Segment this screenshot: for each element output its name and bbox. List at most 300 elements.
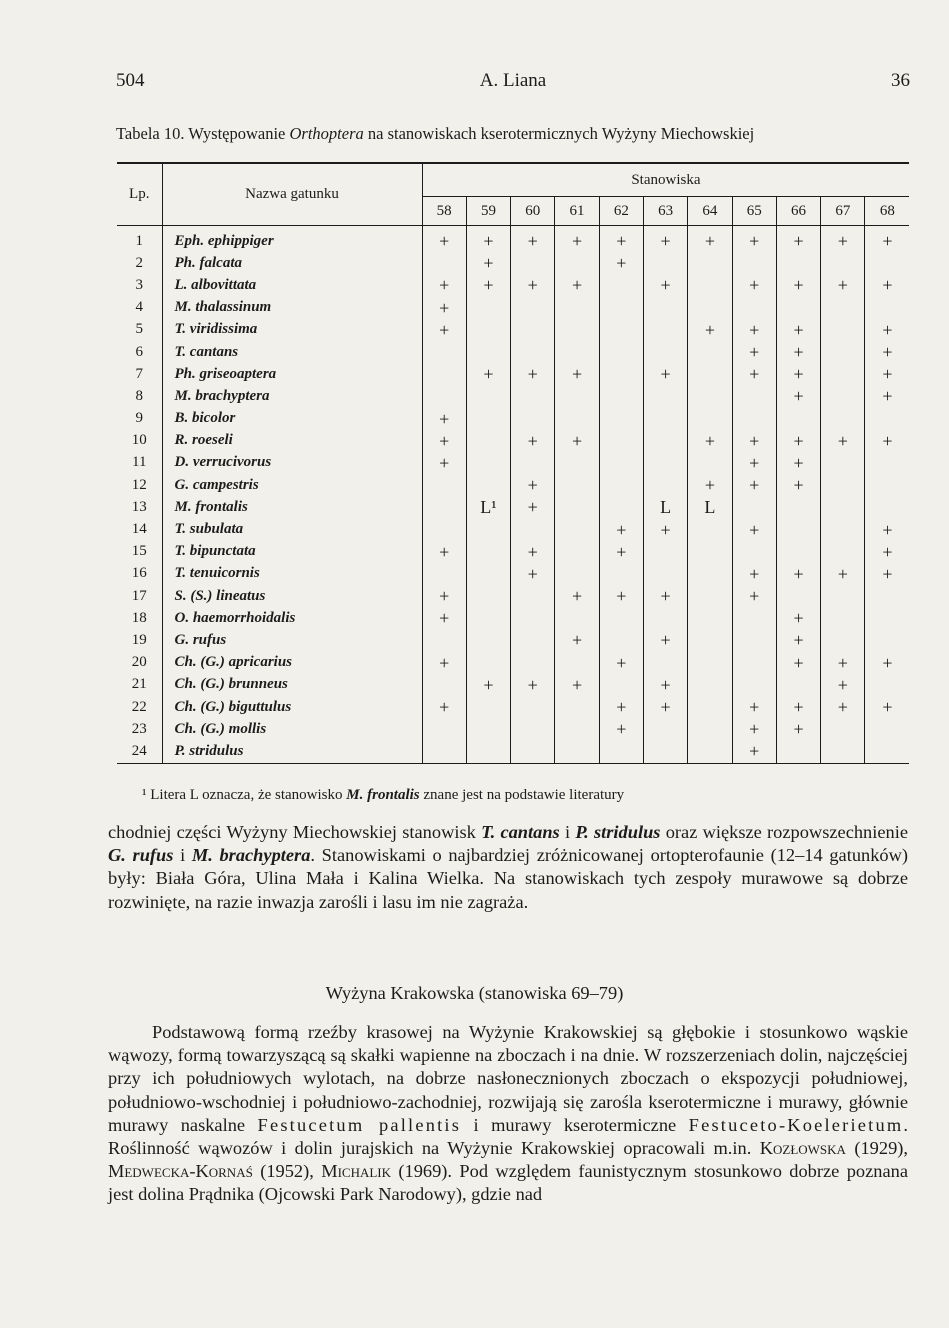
occurrence-cell <box>643 474 687 496</box>
species-name: R. roeseli <box>162 430 422 452</box>
row-number: 14 <box>117 518 162 540</box>
species-name: M. frontalis <box>162 496 422 518</box>
occurrence-cell: + <box>555 274 599 296</box>
occurrence-cell <box>776 252 820 274</box>
occurrence-cell: + <box>599 718 643 740</box>
col-header-lp: Lp. <box>117 163 162 226</box>
occurrence-cell <box>466 696 510 718</box>
row-number: 11 <box>117 452 162 474</box>
occurrence-cell <box>688 363 732 385</box>
occurrence-cell <box>776 585 820 607</box>
occurrence-cell: + <box>776 696 820 718</box>
occurrence-cell <box>466 541 510 563</box>
station-header: 59 <box>466 197 510 226</box>
occurrence-cell: + <box>511 674 555 696</box>
occurrence-cell <box>511 408 555 430</box>
occurrence-cell <box>643 430 687 452</box>
occurrence-cell: + <box>882 541 893 562</box>
table-label: Tabela 10. <box>116 124 185 143</box>
table-row <box>117 226 909 253</box>
occurrence-cell: + <box>732 274 776 296</box>
occurrence-cell <box>643 385 687 407</box>
occurrence-cell <box>555 341 599 363</box>
row-number: 13 <box>117 496 162 518</box>
occurrence-cell: + <box>776 474 820 496</box>
table-row <box>117 385 909 407</box>
table-row <box>117 696 909 718</box>
occurrence-cell: + <box>466 674 510 696</box>
occurrence-cell <box>511 718 555 740</box>
occurrence-cell <box>821 363 865 385</box>
row-number: 10 <box>117 430 162 452</box>
occurrence-cell <box>599 496 643 518</box>
cited-author: Kozłowska <box>759 1138 846 1159</box>
occurrence-cell: + <box>599 696 643 718</box>
occurrence-cell <box>776 496 820 518</box>
occurrence-cell: + <box>776 563 820 585</box>
occurrence-cell <box>732 629 776 651</box>
occurrence-cell: L¹ <box>466 496 510 518</box>
occurrence-cell <box>555 297 599 319</box>
occurrence-cell: + <box>688 226 732 253</box>
row-number: 8 <box>117 385 162 407</box>
col-header-stations: Stanowiska <box>422 163 909 197</box>
species-name: T. viridissima <box>162 319 422 341</box>
row-number: 2 <box>117 252 162 274</box>
occurrence-cell <box>466 319 510 341</box>
occurrence-cell: + <box>732 585 776 607</box>
occurrence-cell <box>555 607 599 629</box>
occurrence-cell: + <box>882 652 893 673</box>
occurrence-cell: + <box>599 252 643 274</box>
occurrence-cell: + <box>555 226 599 253</box>
occurrence-cell <box>511 518 555 540</box>
cited-author: Medwecka-Kornaś <box>108 1161 253 1182</box>
occurrence-cell <box>821 297 865 319</box>
species-name: T. cantans <box>162 341 422 363</box>
volume-number: 36 <box>891 70 910 91</box>
table-row <box>117 740 909 763</box>
occurrence-cell: L <box>688 496 732 518</box>
occurrence-cell: + <box>643 363 687 385</box>
occurrence-cell <box>599 385 643 407</box>
occurrence-cell: + <box>422 430 466 452</box>
table-row <box>117 652 909 674</box>
station-header: 62 <box>599 197 643 226</box>
occurrence-cell <box>643 341 687 363</box>
footnote-text-a: Litera L oznacza, że stanowisko <box>146 787 347 803</box>
occurrence-cell: + <box>882 364 893 385</box>
occurrence-cell: + <box>776 363 820 385</box>
row-number: 23 <box>117 718 162 740</box>
occurrence-cell <box>643 297 687 319</box>
occurrence-cell: + <box>688 319 732 341</box>
occurrence-cell: + <box>821 274 865 296</box>
occurrence-cell <box>466 518 510 540</box>
occurrence-cell: + <box>643 629 687 651</box>
taxon-name: T. cantans <box>481 822 560 842</box>
station-header: 60 <box>511 197 555 226</box>
occurrence-cell <box>422 740 466 763</box>
occurrence-cell: + <box>422 585 466 607</box>
species-name: T. subulata <box>162 518 422 540</box>
occurrence-cell: + <box>776 718 820 740</box>
occurrence-cell: + <box>732 474 776 496</box>
text-run: (1969). Pod względem faunistycznym stosunkowo dobrze poznana jest dolina Prądnika (Ojcowski Park Narodowy), gdzie nad <box>108 1161 908 1205</box>
occurrence-cell <box>511 629 555 651</box>
station-header: 67 <box>821 197 865 226</box>
occurrence-cell <box>732 408 776 430</box>
occurrence-cell <box>599 474 643 496</box>
occurrence-cell <box>865 607 909 629</box>
occurrence-cell: + <box>882 275 893 296</box>
occurrence-cell <box>511 252 555 274</box>
occurrence-cell: + <box>776 607 820 629</box>
station-header: 68 <box>865 197 909 226</box>
table-row <box>117 408 909 430</box>
occurrence-cell <box>555 518 599 540</box>
occurrence-cell: + <box>776 452 820 474</box>
occurrence-cell: + <box>821 674 865 696</box>
occurrence-cell <box>466 408 510 430</box>
occurrence-cell <box>776 408 820 430</box>
occurrence-cell <box>511 696 555 718</box>
caption-taxon: Orthoptera <box>289 124 364 143</box>
occurrence-cell <box>643 541 687 563</box>
occurrence-cell <box>555 252 599 274</box>
occurrence-cell: + <box>555 585 599 607</box>
occurrence-cell: + <box>821 430 865 452</box>
occurrence-cell <box>688 274 732 296</box>
row-number: 21 <box>117 674 162 696</box>
table-row <box>117 563 909 585</box>
table-row <box>117 541 909 563</box>
occurrence-cell <box>599 674 643 696</box>
occurrence-cell <box>688 541 732 563</box>
occurrence-cell <box>821 385 865 407</box>
row-number: 18 <box>117 607 162 629</box>
occurrence-cell <box>821 629 865 651</box>
table-row <box>117 363 909 385</box>
text-run: . Stanowiskami o najbardziej zróżnicowanej ortopterofaunie (12–14 gatunków) były: Biała Góra, Ulina Mała i Kalina Wielka. Na stanowiskach tych zespoły murawowe są dobrze rozwinięte, na razie inwazja zarośli i lasu im nie zagraża. <box>108 845 908 912</box>
occurrence-cell <box>688 718 732 740</box>
occurrence-cell <box>821 452 865 474</box>
table-row <box>117 252 909 274</box>
table-row <box>117 274 909 296</box>
occurrence-cell <box>821 607 865 629</box>
occurrence-cell: + <box>599 226 643 253</box>
footnote-taxon: M. frontalis <box>346 787 420 803</box>
occurrence-cell <box>599 274 643 296</box>
table-footnote <box>142 787 912 804</box>
occurrence-cell <box>422 674 466 696</box>
occurrence-cell: + <box>732 518 776 540</box>
species-name: O. haemorrhoidalis <box>162 607 422 629</box>
table-row <box>117 430 909 452</box>
occurrence-cell <box>555 496 599 518</box>
occurrence-cell <box>776 674 820 696</box>
row-number: 7 <box>117 363 162 385</box>
occurrence-cell <box>466 452 510 474</box>
occurrence-cell <box>688 585 732 607</box>
occurrence-cell <box>865 629 909 651</box>
table-row <box>117 452 909 474</box>
occurrence-cell <box>865 585 909 607</box>
occurrence-cell <box>643 607 687 629</box>
table-caption <box>116 124 916 144</box>
occurrence-cell: + <box>882 697 893 718</box>
occurrence-cell: + <box>732 363 776 385</box>
occurrence-cell <box>688 563 732 585</box>
occurrence-cell <box>821 740 865 763</box>
occurrence-cell: + <box>511 363 555 385</box>
row-number: 4 <box>117 297 162 319</box>
occurrence-cell <box>466 629 510 651</box>
occurrence-cell <box>821 474 865 496</box>
occurrence-cell <box>466 297 510 319</box>
occurrence-cell <box>865 674 909 696</box>
occurrence-cell <box>821 518 865 540</box>
occurrence-cell: + <box>643 226 687 253</box>
occurrence-cell: + <box>466 226 510 253</box>
occurrence-cell <box>865 297 909 319</box>
station-header: 64 <box>688 197 732 226</box>
occurrence-cell: + <box>555 674 599 696</box>
species-name: B. bicolor <box>162 408 422 430</box>
occurrence-cell <box>732 385 776 407</box>
occurrence-cell <box>599 430 643 452</box>
page-number: 504 <box>116 70 145 91</box>
occurrence-cell <box>732 252 776 274</box>
occurrence-cell: + <box>821 563 865 585</box>
occurrence-cell <box>422 252 466 274</box>
species-name: L. albovittata <box>162 274 422 296</box>
occurrence-cell <box>643 652 687 674</box>
occurrence-cell <box>422 563 466 585</box>
occurrence-cell <box>821 408 865 430</box>
taxon-name: P. stridulus <box>575 822 661 842</box>
occurrence-cell <box>466 607 510 629</box>
occurrence-cell <box>466 430 510 452</box>
occurrence-cell: + <box>643 274 687 296</box>
occurrence-cell <box>599 341 643 363</box>
occurrence-cell: + <box>643 674 687 696</box>
occurrence-cell <box>422 518 466 540</box>
occurrence-cell <box>555 385 599 407</box>
occurrence-cell <box>555 652 599 674</box>
occurrence-cell <box>466 385 510 407</box>
occurrence-cell <box>511 585 555 607</box>
occurrence-cell <box>643 252 687 274</box>
syntaxon-name: Festucetum pallentis <box>257 1114 462 1135</box>
occurrence-cell <box>599 629 643 651</box>
occurrence-cell <box>511 652 555 674</box>
species-name: Ch. (G.) mollis <box>162 718 422 740</box>
occurrence-cell: + <box>821 226 865 253</box>
occurrence-cell: + <box>882 519 893 540</box>
occurrence-cell: + <box>776 430 820 452</box>
occurrence-cell: + <box>882 319 893 340</box>
occurrence-cell: + <box>466 252 510 274</box>
occurrence-cell: + <box>511 496 555 518</box>
occurrence-cell <box>865 496 909 518</box>
occurrence-cell: + <box>732 696 776 718</box>
occurrence-cell <box>821 585 865 607</box>
running-author: A. Liana <box>479 70 547 91</box>
occurrence-cell: + <box>422 319 466 341</box>
occurrence-cell: + <box>732 430 776 452</box>
paragraph-1 <box>108 821 908 914</box>
occurrence-cell <box>599 363 643 385</box>
occurrence-cell <box>865 452 909 474</box>
occurrence-cell <box>821 496 865 518</box>
table-row <box>117 518 909 540</box>
occurrence-cell <box>643 408 687 430</box>
section-heading: Wyżyna Krakowska (stanowiska 69–79) <box>325 983 624 1003</box>
occurrence-cell: + <box>732 740 776 763</box>
occurrence-cell: + <box>776 319 820 341</box>
occurrence-cell <box>422 363 466 385</box>
occurrence-cell <box>555 452 599 474</box>
occurrence-cell: + <box>643 696 687 718</box>
footnote-marker: ¹ <box>142 787 147 803</box>
occurrence-cell <box>643 563 687 585</box>
station-header: 63 <box>643 197 687 226</box>
occurrence-cell <box>466 341 510 363</box>
cited-author: Michalik <box>321 1161 392 1182</box>
text-run: (1929), <box>845 1138 908 1159</box>
occurrence-cell <box>555 718 599 740</box>
occurrence-cell <box>821 252 865 274</box>
occurrence-cell <box>555 474 599 496</box>
occurrence-cell: L <box>643 496 687 518</box>
occurrence-cell: + <box>776 341 820 363</box>
occurrence-cell <box>865 408 909 430</box>
occurrence-cell: + <box>732 718 776 740</box>
occurrence-cell: + <box>511 274 555 296</box>
occurrence-cell <box>511 319 555 341</box>
row-number: 20 <box>117 652 162 674</box>
taxon-name: G. rufus <box>108 845 174 866</box>
table-row <box>117 674 909 696</box>
occurrence-cell: + <box>422 274 466 296</box>
occurrence-cell: + <box>466 274 510 296</box>
occurrence-cell <box>511 740 555 763</box>
occurrence-cell <box>776 740 820 763</box>
text-run: i <box>559 822 576 842</box>
occurrence-cell: + <box>599 541 643 563</box>
occurrence-cell <box>599 607 643 629</box>
text-run: oraz większe rozpowszechnienie <box>660 822 908 842</box>
occurrence-cell: + <box>821 652 865 674</box>
caption-text-a: Występowanie <box>184 124 290 143</box>
occurrence-cell: + <box>511 226 555 253</box>
occurrence-cell <box>688 385 732 407</box>
occurrence-cell: + <box>599 518 643 540</box>
occurrence-cell <box>643 452 687 474</box>
occurrence-cell: + <box>599 652 643 674</box>
text-run: Podstawową formą rzeźby krasowej na Wyżynie Krakowskiej są głębokie i stosunkowo wąskie wąwozy, formą towarzyszącą są skałki wapienne na zboczach i na dnie. W rozszerzeniach dolin, najczęściej przy ich południowych wylotach, na dobrze nasłonecznionych zboczach o ekspozycji południowej, południowo-wschodniej i południowo-zachodniej, rozwijają się zarośla kserotermiczne i murawy, głównie murawy naskalne <box>108 1022 908 1135</box>
occurrence-cell <box>688 674 732 696</box>
occurrence-cell <box>821 718 865 740</box>
species-name: T. bipunctata <box>162 541 422 563</box>
occurrence-table <box>117 162 909 764</box>
occurrence-cell: + <box>466 363 510 385</box>
occurrence-cell: + <box>511 541 555 563</box>
species-name: M. thalassinum <box>162 297 422 319</box>
species-name: Ph. falcata <box>162 252 422 274</box>
occurrence-cell <box>643 718 687 740</box>
occurrence-cell: + <box>882 342 893 363</box>
occurrence-cell <box>599 563 643 585</box>
table-row <box>117 718 909 740</box>
occurrence-cell <box>466 563 510 585</box>
table-row <box>117 585 909 607</box>
row-number: 1 <box>117 226 162 253</box>
occurrence-cell <box>732 297 776 319</box>
occurrence-cell <box>865 740 909 763</box>
row-number: 3 <box>117 274 162 296</box>
occurrence-cell <box>688 518 732 540</box>
species-name: T. tenuicornis <box>162 563 422 585</box>
row-number: 5 <box>117 319 162 341</box>
occurrence-cell: + <box>555 363 599 385</box>
occurrence-cell: + <box>882 386 893 407</box>
text-run: . Roślinność wąwozów i dolin jurajskich na Wyżynie Krakowskiej opracowali m.in. <box>108 1114 908 1159</box>
species-name: S. (S.) lineatus <box>162 585 422 607</box>
station-header: 66 <box>776 197 820 226</box>
station-header: 61 <box>555 197 599 226</box>
occurrence-cell <box>466 474 510 496</box>
occurrence-cell: + <box>599 585 643 607</box>
table-row <box>117 629 909 651</box>
occurrence-cell <box>466 718 510 740</box>
occurrence-cell: + <box>882 563 893 584</box>
occurrence-cell: + <box>732 319 776 341</box>
occurrence-cell: + <box>882 430 893 451</box>
occurrence-cell <box>688 452 732 474</box>
station-header: 65 <box>732 197 776 226</box>
occurrence-cell: + <box>511 563 555 585</box>
table-row <box>117 496 909 518</box>
occurrence-cell <box>466 652 510 674</box>
occurrence-cell <box>688 607 732 629</box>
species-name: Eph. ephippiger <box>162 226 422 253</box>
row-number: 15 <box>117 541 162 563</box>
species-name: Ch. (G.) brunneus <box>162 674 422 696</box>
occurrence-cell: + <box>422 452 466 474</box>
occurrence-cell: + <box>776 629 820 651</box>
occurrence-cell: + <box>422 652 466 674</box>
occurrence-cell: + <box>821 696 865 718</box>
occurrence-cell <box>422 496 466 518</box>
species-name: G. campestris <box>162 474 422 496</box>
occurrence-cell <box>422 474 466 496</box>
occurrence-cell <box>422 629 466 651</box>
occurrence-cell <box>688 297 732 319</box>
occurrence-cell <box>511 607 555 629</box>
occurrence-cell <box>555 696 599 718</box>
occurrence-cell <box>422 385 466 407</box>
occurrence-cell <box>732 607 776 629</box>
species-name: Ch. (G.) apricarius <box>162 652 422 674</box>
occurrence-cell <box>688 252 732 274</box>
occurrence-cell <box>688 408 732 430</box>
occurrence-cell <box>599 408 643 430</box>
occurrence-cell: + <box>732 341 776 363</box>
row-number: 17 <box>117 585 162 607</box>
row-number: 16 <box>117 563 162 585</box>
